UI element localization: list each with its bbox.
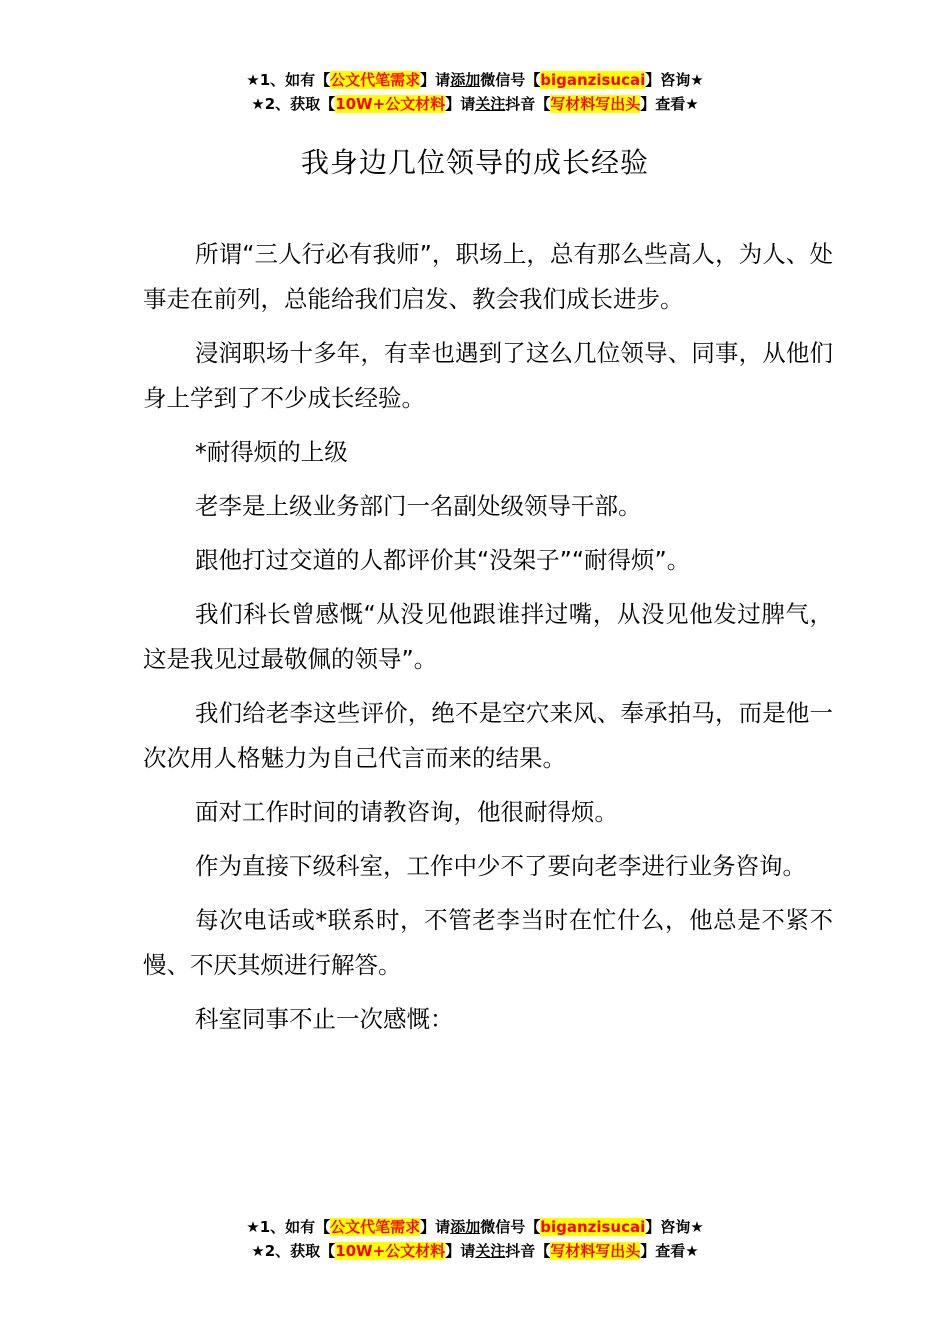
footer-banner (0, 1215, 950, 1263)
banner-text: 】请 (445, 1242, 476, 1260)
paragraph: 所谓“三人行必有我师”，职场上，总有那么些高人，为人、处事走在前列，总能给我们启发、教会我们成长进步。 (143, 240, 833, 313)
banner-highlight: biganzisucai (540, 71, 646, 89)
banner-highlight: 10W+公文材料 (335, 1242, 446, 1260)
banner-text: ★1、如有【 (246, 1218, 331, 1236)
document-body (143, 232, 833, 1051)
banner-highlight: 公文代笔需求 (330, 71, 421, 89)
paragraph: 作为直接下级科室，工作中少不了要向老李进行业务咨询。 (195, 852, 806, 880)
paragraph: 面对工作时间的请教咨询，他很耐得烦。 (195, 798, 618, 826)
banner-highlight: biganzisucai (540, 1218, 646, 1236)
banner-text: 微信号【 (480, 1218, 541, 1236)
banner-text: 】请 (420, 71, 451, 89)
document-title: 我身边几位领导的成长经验 (300, 145, 649, 179)
paragraph: 每次电话或*联系时，不管老李当时在忙什么，他总是不紧不慢、不厌其烦进行解答。 (143, 906, 833, 979)
banner-text: 微信号【 (480, 71, 541, 89)
banner-underlined-text: 关注 (475, 95, 506, 113)
banner-highlight: 公文代笔需求 (330, 1218, 421, 1236)
banner-text: 抖音【 (505, 1242, 551, 1260)
banner-underlined-text: 关注 (475, 1242, 506, 1260)
banner-text: 】请 (420, 1218, 451, 1236)
banner-line-2 (0, 92, 950, 116)
paragraph: 我们给老李这些评价，绝不是空穴来风、奉承拍马，而是他一次次用人格魅力为自己代言而来的结果。 (143, 699, 833, 772)
banner-highlight: 写材料写出头 (550, 95, 641, 113)
paragraph: 老李是上级业务部门一名副处级领导干部。 (195, 492, 642, 520)
banner-text: 】请 (445, 95, 476, 113)
paragraph: 浸润职场十多年，有幸也遇到了这么几位领导、同事，从他们身上学到了不少成长经验。 (143, 339, 833, 412)
banner-text: 抖音【 (505, 95, 551, 113)
banner-text: ★2、获取【 (251, 95, 336, 113)
banner-text: 】查看★ (640, 95, 699, 113)
header-banner (0, 68, 950, 116)
banner-line-1 (0, 1215, 950, 1239)
banner-underlined-text: 添加 (450, 1218, 481, 1236)
paragraph: 跟他打过交道的人都评价其“没架子”“耐得烦”。 (195, 546, 691, 574)
banner-highlight: 10W+公文材料 (335, 95, 446, 113)
banner-text: 】查看★ (640, 1242, 699, 1260)
banner-underlined-text: 添加 (450, 71, 481, 89)
banner-line-2 (0, 1239, 950, 1263)
paragraph: 我们科长曾感慨“从没见他跟谁拌过嘴，从没见他发过脾气，这是我见过最敬佩的领导”。 (143, 600, 833, 673)
banner-text: 】咨询★ (645, 1218, 704, 1236)
paragraph: 科室同事不止一次感慨： (195, 1005, 454, 1033)
banner-highlight: 写材料写出头 (550, 1242, 641, 1260)
banner-text: ★2、获取【 (251, 1242, 336, 1260)
section-heading: *耐得烦的上级 (195, 438, 348, 466)
banner-text: ★1、如有【 (246, 71, 331, 89)
banner-text: 】咨询★ (645, 71, 704, 89)
banner-line-1 (0, 68, 950, 92)
